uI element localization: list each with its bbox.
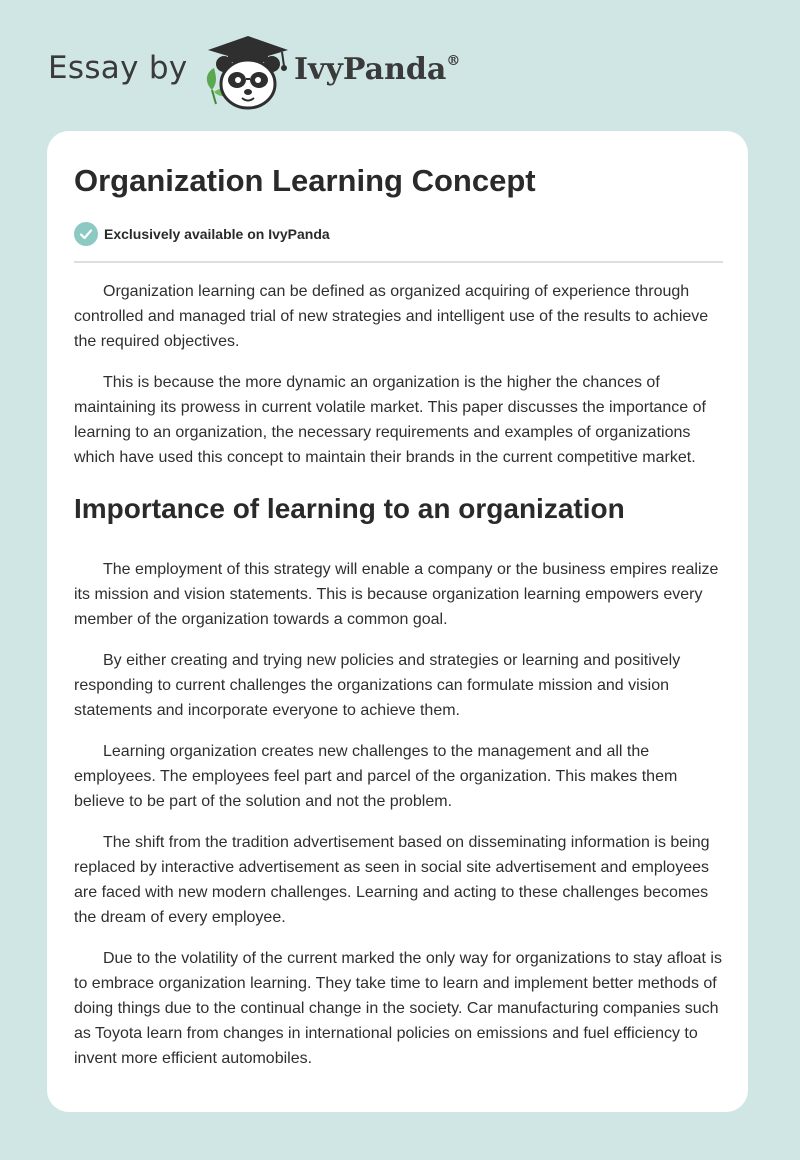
site-header — [48, 30, 488, 110]
paragraph: Learning organization creates new challenges to the management and all the employees. The employees feel part and parcel of the organization. This makes them believe to be part of the solution and not the problem. — [74, 743, 678, 810]
paragraph: The employment of this strategy will enable a company or the business empires realize its mission and vision statements. This is because organization learning empowers every member of the organization towards a common goal. — [74, 561, 719, 628]
paragraph: This is because the more dynamic an organization is the higher the chances of maintaining its prowess in current volatile market. This paper discusses the importance of learning to an organization, the necessary requirements and examples of organizations which have used this concept to maintain their brands in the current competitive market. — [74, 374, 706, 466]
divider — [74, 261, 723, 263]
paragraph: The shift from the tradition advertisement based on disseminating information is being replaced by interactive advertisement as seen in social site advertisement and employees are faced with new modern challenges. Learning and acting to these challenges becomes the dream of every employee. — [74, 834, 710, 926]
essay-card — [47, 131, 748, 1112]
checkmark-icon — [74, 222, 98, 246]
availability-badge — [74, 222, 330, 246]
brand-name[interactable]: IvyPanda® — [294, 52, 461, 87]
paragraph: Due to the volatility of the current marked the only way for organizations to stay afloat is to embrace organization learning. They take time to learn and implement better methods of doing things due to the continual change in the society. Car manufacturing companies such as Toyota learn from changes in international policies on emissions and fuel efficiency to invent more efficient automobiles. — [74, 950, 722, 1067]
section-heading: Importance of learning to an organization — [74, 493, 625, 524]
panda-logo-icon[interactable] — [200, 32, 296, 112]
paragraph: By either creating and trying new policies and strategies or learning and positively responding to current challenges the organizations can formulate mission and vision statements and incorporate everyone to achieve them. — [74, 652, 681, 719]
registered-mark: ® — [446, 53, 461, 69]
essay-body — [74, 279, 723, 1087]
page-title: Organization Learning Concept — [74, 163, 536, 198]
essay-by-label: Essay by — [48, 50, 188, 86]
badge-label: Exclusively available on IvyPanda — [104, 226, 330, 242]
paragraph: Organization learning can be defined as organized acquiring of experience through controlled and managed trial of new strategies and intelligent use of the results to achieve the required objectives. — [74, 283, 709, 350]
